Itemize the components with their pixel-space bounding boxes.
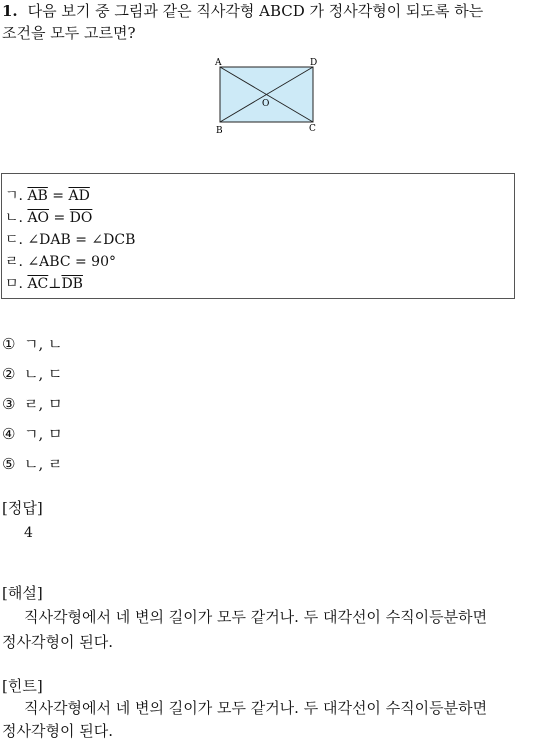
condition-2 [5,209,92,227]
condition-1-op: = [52,188,65,204]
label-a: A [215,58,222,68]
explanation-text-1: 직사각형에서 네 변의 길이가 모두 같거나. 두 대각선이 수직이등분하면 [24,608,488,626]
question-text-1: 다음 보기 중 그림과 같은 직사각형 ABCD 가 정사각형이 되도록 하는 [27,2,484,20]
condition-2-prefix: ㄴ. [5,210,23,226]
choice-4[interactable] [2,424,63,444]
condition-1 [5,187,90,205]
hint-text-1: 직사각형에서 네 변의 길이가 모두 같거나. 두 대각선이 수직이등분하면 [24,699,488,717]
condition-5 [5,275,83,293]
question-line-1 [2,1,483,21]
choice-2[interactable] [2,364,63,384]
question-number: 1. [2,2,18,20]
condition-5-a: $\overline{AC}$ [27,276,49,292]
explanation-text-2: 정사각형이 된다. [2,633,113,651]
question-text-2: 조건을 모두 고르면? [2,24,136,42]
condition-3-prefix: ㄷ. [5,232,23,248]
choice-4-mark: ④ [2,425,16,443]
condition-5-b: $\overline{DB}$ [61,276,83,292]
condition-5-op: ⊥ [48,276,62,292]
choice-4-text: ㄱ, ㅁ [24,425,63,443]
explanation-heading: [해설] [2,584,43,602]
condition-2-a: $\overline{AO}$ [27,210,50,226]
hint-text-2: 정사각형이 된다. [2,722,113,740]
choice-3-mark: ③ [2,395,16,413]
choice-3-text: ㄹ, ㅁ [24,395,63,413]
choice-5[interactable] [2,454,63,474]
condition-3 [5,231,135,249]
condition-4 [5,253,116,271]
condition-2-op: = [53,210,66,226]
condition-3-text: ∠DAB = ∠DCB [27,232,136,248]
explanation-line-1 [2,605,487,630]
choice-5-text: ㄴ, ㄹ [24,455,63,473]
condition-4-prefix: ㄹ. [5,254,23,270]
label-c: C [309,124,316,134]
label-o: O [262,99,270,109]
condition-1-prefix: ㄱ. [5,188,23,204]
condition-1-a: $\overline{AB}$ [27,188,48,204]
hint-line-1 [2,696,487,721]
condition-5-prefix: ㅁ. [5,276,23,292]
hint-heading: [힌트] [2,677,43,695]
choice-1-mark: ① [2,335,16,353]
choice-1-text: ㄱ, ㄴ [24,335,63,353]
condition-4-text: ∠ABC = 90° [27,254,116,270]
rectangle-figure [212,56,322,136]
choice-2-text: ㄴ, ㄷ [24,365,63,383]
answer-value: 4 [24,525,33,541]
answer-heading: [정답] [2,499,43,517]
label-d: D [310,58,318,68]
choice-1[interactable] [2,334,63,354]
condition-1-b: $\overline{AD}$ [68,188,90,204]
choice-3[interactable] [2,394,63,414]
choice-2-mark: ② [2,365,16,383]
choice-5-mark: ⑤ [2,455,16,473]
label-b: B [216,126,223,136]
condition-2-b: $\overline{DO}$ [69,210,93,226]
